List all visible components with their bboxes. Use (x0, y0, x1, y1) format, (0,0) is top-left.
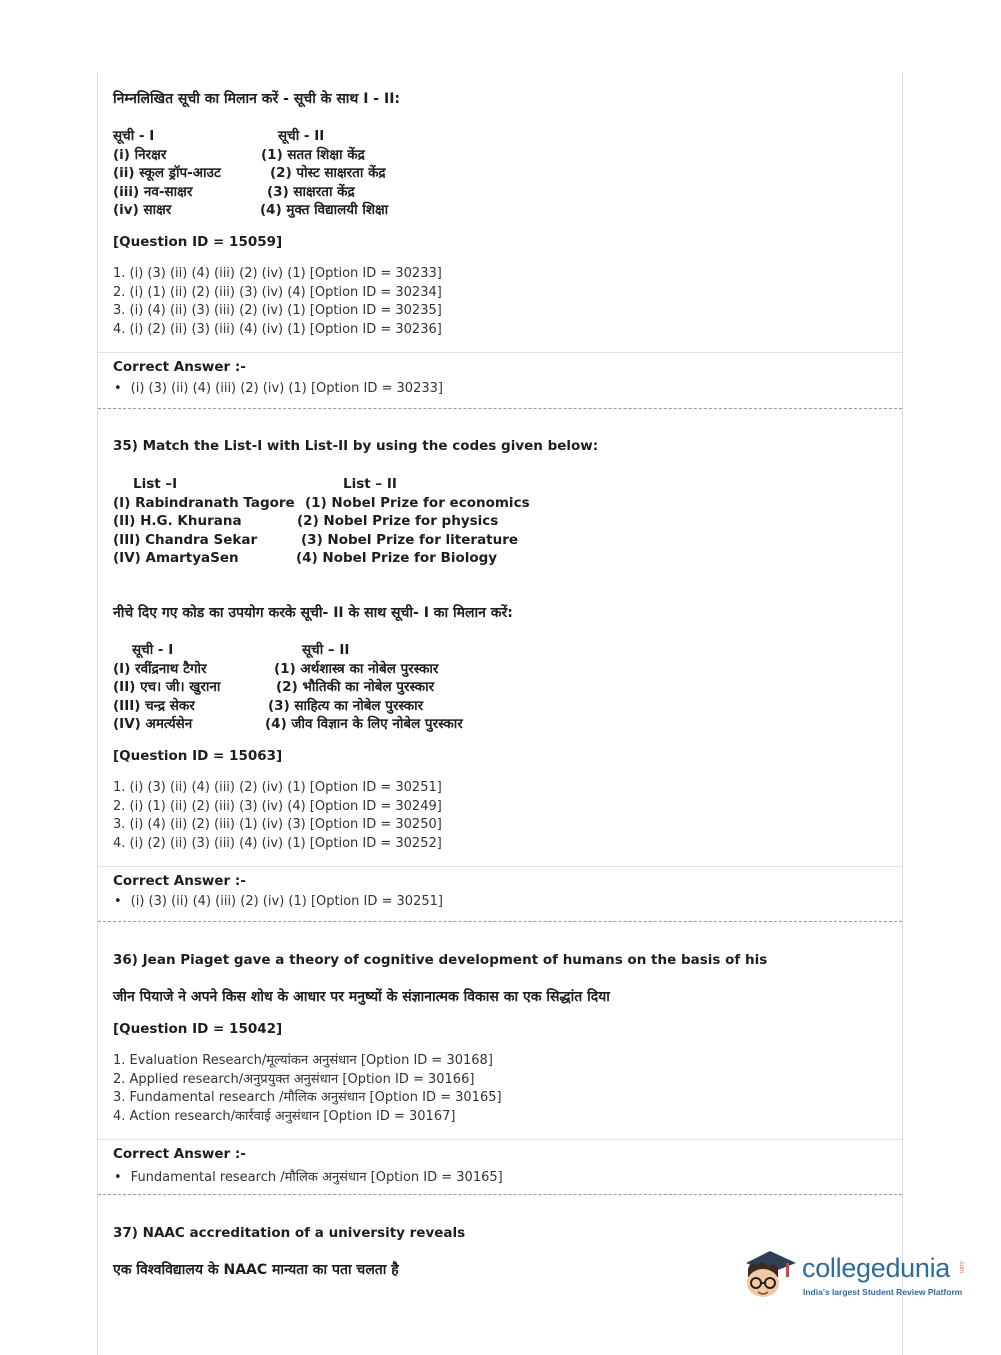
q34-question-id: [Question ID = 15059] (113, 234, 283, 250)
list-item: (IV) AmartyaSen (113, 550, 239, 567)
logo-domain-suffix: .com (958, 1260, 964, 1274)
q35-question-id: [Question ID = 15063] (113, 748, 283, 764)
list-item: (1) अर्थशास्त्र का नोबेल पुरस्कार (274, 660, 439, 677)
q37-hindi-question: एक विश्वविद्यालय के NAAC मान्यता का पता चलता है (113, 1262, 399, 1278)
list-item: (IV) अमर्त्यसेन (113, 716, 193, 733)
list-header: सूची - II (278, 128, 325, 144)
logo-tagline: India's largest Student Review Platform (803, 1287, 963, 1297)
list-header: List –I (133, 476, 178, 492)
list-item: (III) Chandra Sekar (113, 531, 258, 548)
option-item: 1. (i) (3) (ii) (4) (iii) (2) (iv) (1) [Option ID = 30251] (113, 780, 442, 795)
list-header: सूची - I (132, 642, 174, 658)
list-item: (iv) साक्षर (113, 202, 172, 219)
q36-correct-answer-label: Correct Answer :- (113, 1146, 246, 1162)
q34-correct-answer-value: • (i) (3) (ii) (4) (iii) (2) (iv) (1) [Option ID = 30233] (114, 381, 443, 396)
list-item: (III) चन्द्र सेकर (113, 697, 195, 714)
list-item: (3) Nobel Prize for literature (301, 531, 519, 548)
q34-options (113, 265, 442, 339)
logo-name: collegedunia (802, 1253, 951, 1283)
list-header: List – II (343, 476, 397, 492)
q35-correct-answer-value: • (i) (3) (ii) (4) (iii) (2) (iv) (1) [Option ID = 30251] (114, 894, 443, 909)
option-item: 4. (i) (2) (ii) (3) (iii) (4) (iv) (1) [Option ID = 30252] (113, 835, 442, 851)
list-item: (iii) नव-साक्षर (113, 183, 193, 200)
question-separator (98, 408, 902, 409)
option-item: 2. (i) (1) (ii) (2) (iii) (3) (iv) (4) [Option ID = 30234] (113, 284, 442, 300)
list-item: (1) Nobel Prize for economics (305, 494, 530, 511)
option-item: 2. Applied research/अनुप्रयुक्त अनुसंधान [Option ID = 30166] (113, 1071, 475, 1087)
q34-list2 (260, 127, 388, 220)
list-item: (i) निरक्षर (113, 146, 167, 163)
option-item: 2. (i) (1) (ii) (2) (iii) (3) (iv) (4) [Option ID = 30249] (113, 798, 442, 814)
list-item: (4) मुक्त विद्यालयी शिक्षा (260, 202, 389, 219)
option-item: 3. Fundamental research /मौलिक अनुसंधान [Option ID = 30165] (113, 1090, 502, 1105)
q36-question-id: [Question ID = 15042] (113, 1021, 283, 1037)
list-item: (II) एच। जी। खुराना (113, 679, 221, 696)
q35-correct-answer-label: Correct Answer :- (113, 873, 246, 889)
q36-question: 36) Jean Piaget gave a theory of cognitive development of humans on the basis of his (113, 952, 768, 968)
list-item: (2) Nobel Prize for physics (297, 513, 499, 530)
list-item: (II) H.G. Khurana (113, 513, 242, 530)
q35-list1 (113, 475, 295, 568)
q34-hindi-question: निम्नलिखित सूची का मिलान करें - सूची के साथ I - II: (113, 91, 401, 107)
divider (98, 1139, 902, 1140)
option-item: 1. Evaluation Research/मूल्यांकन अनुसंधान [Option ID = 30168] (113, 1053, 493, 1068)
collegedunia-logo[interactable] (740, 1247, 970, 1307)
list-item: (4) Nobel Prize for Biology (296, 550, 498, 567)
mascot-icon (740, 1247, 800, 1307)
q35-hindi-list1 (113, 641, 220, 734)
q35-options (113, 779, 442, 853)
q35-list2 (296, 475, 530, 568)
q35-hindi-list2 (265, 641, 463, 734)
option-item: 3. (i) (4) (ii) (3) (iii) (2) (iv) (1) [Option ID = 30235] (113, 303, 442, 318)
list-item: (ii) स्कूल ड्रॉप-आउट (113, 165, 221, 182)
divider (98, 866, 902, 867)
list-item: (2) भौतिकी का नोबेल पुरस्कार (276, 679, 435, 696)
q36-hindi-question: जीन पियाजे ने अपने किस शोध के आधार पर मनुष्यों के संज्ञानात्मक विकास का एक सिद्धांत दिया (113, 989, 610, 1005)
list-header: सूची – II (302, 642, 350, 658)
q36-options (113, 1052, 502, 1126)
question-separator (98, 921, 902, 922)
option-item: 4. Action research/कार्रवाई अनुसंधान [Option ID = 30167] (113, 1108, 456, 1124)
divider (98, 352, 902, 353)
list-item: (4) जीव विज्ञान के लिए नोबेल पुरस्कार (265, 716, 463, 733)
list-item: (3) साक्षरता केंद्र (267, 183, 355, 200)
question-separator (98, 1194, 902, 1195)
q34-correct-answer-label: Correct Answer :- (113, 359, 246, 375)
q35-hindi-question: नीचे दिए गए कोड का उपयोग करके सूची- II के साथ सूची- I का मिलान करें: (113, 605, 513, 621)
q35-question: 35) Match the List-I with List-II by using the codes given below: (113, 438, 599, 454)
list-item: (2) पोस्ट साक्षरता केंद्र (270, 165, 386, 182)
list-header: सूची - I (113, 128, 155, 144)
list-item: (I) Rabindranath Tagore (113, 494, 295, 511)
q37-question: 37) NAAC accreditation of a university reveals (113, 1225, 466, 1241)
list-item: (1) सतत शिक्षा केंद्र (261, 146, 365, 163)
q36-correct-answer-value: • Fundamental research /मौलिक अनुसंधान [Option ID = 30165] (114, 1167, 503, 1185)
option-item: 3. (i) (4) (ii) (2) (iii) (1) (iv) (3) [Option ID = 30250] (113, 817, 442, 832)
option-item: 4. (i) (2) (ii) (3) (iii) (4) (iv) (1) [Option ID = 30236] (113, 321, 442, 337)
q34-list1 (113, 127, 221, 220)
option-item: 1. (i) (3) (ii) (4) (iii) (2) (iv) (1) [Option ID = 30233] (113, 266, 442, 281)
list-item: (3) साहित्य का नोबेल पुरस्कार (268, 697, 424, 714)
list-item: (I) रवींद्रनाथ टैगोर (113, 660, 207, 677)
